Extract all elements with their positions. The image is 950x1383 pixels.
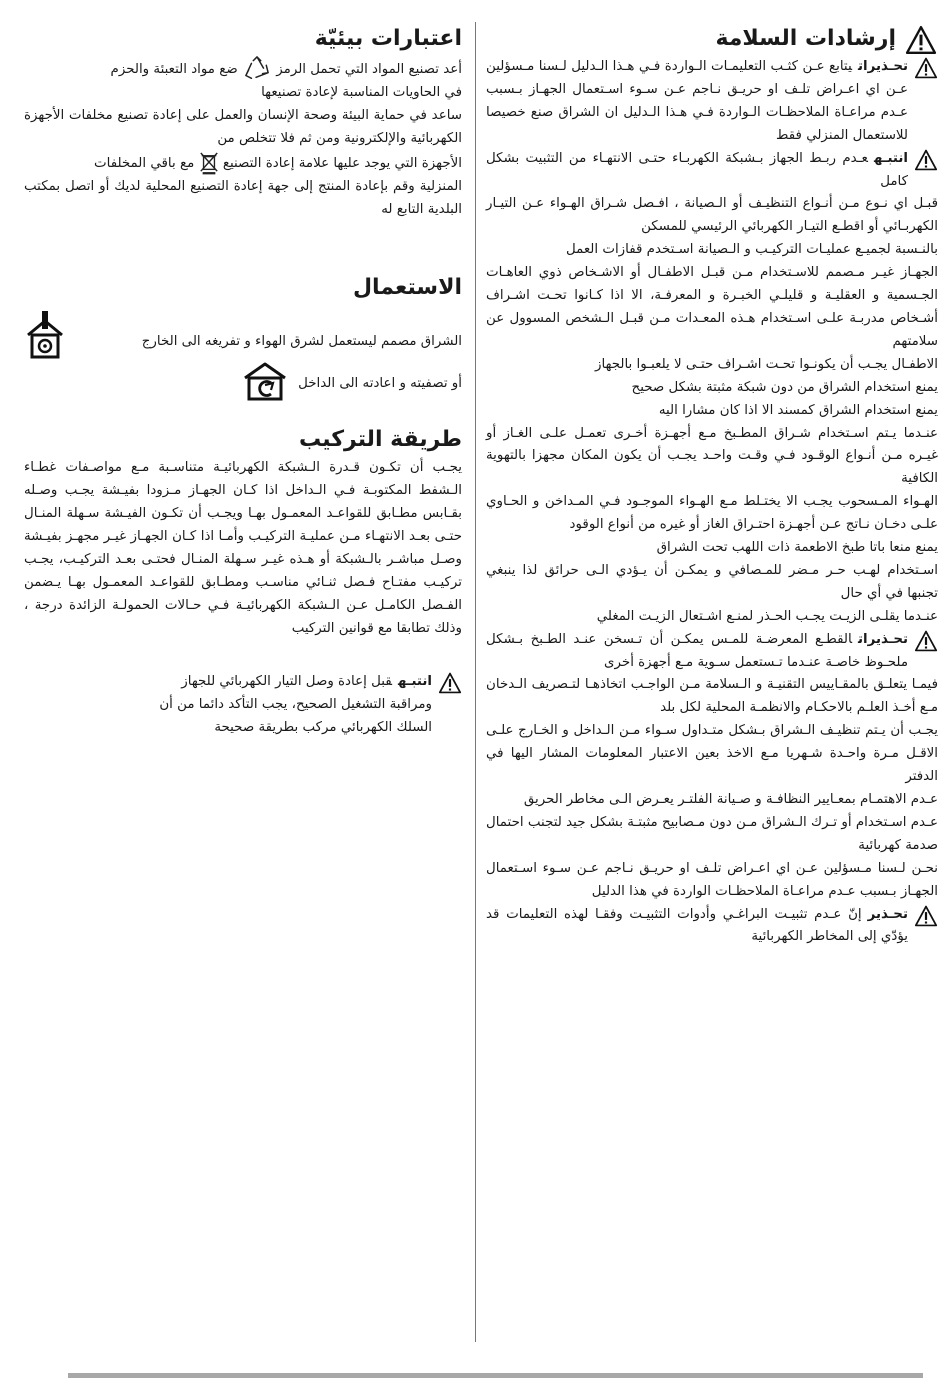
- safety-heading: [486, 22, 938, 56]
- safety-paragraph: يمنع استخدام الشراق كمسند الا اذا كان مشارا اليه: [658, 402, 938, 418]
- usage-extract-row: [24, 309, 462, 361]
- warning-text: إنّ عـدم تثبيـت البراغـي وأدوات التثبيـت وفقـا لهذه التعليمات قد يؤدّي إلى المخاطر الكهربائية: [486, 906, 908, 945]
- warning-label: تحـذيرات: [858, 59, 908, 74]
- ducted-extraction-icon: [24, 309, 66, 361]
- warning-text: القطـع المعرضـة للمـس يمكـن أن تـسخن عنـد الطـبخ بـشكل ملحـوظ خاصـة عنـدما تـستعمل سـوية مـع أجهزة أخرى: [486, 631, 908, 670]
- environment-title: اعتبارات بيئيّة: [314, 26, 462, 51]
- installation-title: طريقة التركيب: [298, 427, 462, 453]
- warning-triangle-icon: [914, 630, 938, 652]
- warning-block-4: [486, 904, 938, 950]
- warning-block-1: [486, 56, 938, 148]
- crossed-bin-icon: [199, 151, 219, 175]
- installation-warning: [24, 671, 462, 740]
- safety-paragraph: عـدم الاهتمـام بمعـايير النظافـة و صـيانة الفلتـر يعـرض الـى مخاطر الحريق: [523, 792, 938, 807]
- safety-column: [486, 22, 938, 949]
- warning-block-3: [486, 629, 938, 675]
- warning-triangle-icon: [914, 905, 938, 927]
- safety-paragraph: قبـل اي نـوع مـن أنـواع التنظيـف أو الـصيانة ، افـصل شـراق الهـواء عـن التيـار الكهربـائي أو اقطـع التيـار الكهربائي الرئيسي للمسكن: [486, 196, 938, 235]
- usage-line-1: الشراق مصمم ليستعمل لشرق الهواء و تفريغه الى الخارج: [141, 333, 462, 349]
- installation-text: يجـب أن تكـون قـدرة الـشبكة الكهربائيـة متناسـبة مـع مواصـفات غطـاء الـشفط المكتوبـة فـي الـداخل اذا كـان الجهـاز مـزودا بفيـشة يجـب وصـله بقـابس مطـابق للقواعـد المعمـول بهـا ويجـب أن تكـون الفيـشة سـهلة المنـال حتـى بعـد الانتهـاء مـن عمليـة التركيـب وأمـا اذا كـان الجهـاز غيـر مجهـز بفيـشة وصـل مباشـر بالـشبكة أو هـذه غيـر سـهلة المنـال فحتـى بعـد التركيـب، يجـب تركيـب مفتـاح فـصل ثنـائي مناسـب ومطـابق للقواعـد المعمـول بهـا يـضمن الفـصل الكامـل عـن الـشبكة الكهربائيـة فـي حـالات الحمولـة الزائدة درجة ، وذلك تطابقا مع قوانين التركيب: [24, 460, 462, 636]
- column-divider: [475, 22, 476, 1342]
- attention-label: انتبـه: [398, 673, 432, 689]
- safety-paragraph: اسـتخدام لهـب حـر مـضر للمـصافي و يمكـن أن يـؤدي الـى حرائق لذا ينبغي تجنبها في أي حال: [486, 562, 938, 601]
- warning-text: يتابع عـن كثـب التعليمـات الـواردة فـي هـذا الـدليل لـسنا مـسؤلين عـن اي اعـراض تلـف او حريـق نـاجم عـن سـوء اسـتعمال الجهـاز بـسبب عـدم مراعـاة الملاحظـات الـواردة فـي هـذا الـدليل ان الشراق صنع خصيصا للاستعمال المنزلي فقط: [486, 59, 908, 143]
- attention-text: قبل إعادة وصل التيار الكهربائي للجهاز ومراقبة التشغيل الصحيح، يجب التأكد دائما من أن السلك الكهربائي مركب بطريقة صحيحة: [159, 673, 432, 735]
- warning-triangle-icon: [914, 149, 938, 171]
- attention-text: عـدم ربـط الجهاز بـشبكة الكهربـاء حتـى الانتهـاء من التثبيت بشكل كامل: [486, 150, 908, 189]
- safety-paragraph: بالنـسبة لجميـع عمليـات التركيـب و الـصيانة اسـتخدم قفازات العمل: [565, 242, 938, 258]
- usage-line-2: أو تصفيته و اعادته الى الداخل: [298, 375, 462, 391]
- environment-line: أعد تصنيع المواد التي تحمل الرمز ضع مواد التعبئة والحزم: [24, 56, 462, 82]
- warning-triangle-icon: [914, 57, 938, 79]
- warning-label: تحـذير: [867, 906, 908, 922]
- warning-triangle-icon: [438, 672, 462, 694]
- warning-triangle-icon: [904, 25, 938, 55]
- safety-paragraph: عنـدما يقلـى الزيـت يجـب الحـذر لمنـع اشـتعال الزيـت المغلي: [596, 608, 938, 624]
- safety-paragraph: الهـواء المـسحوب يجـب الا يختـلط مـع الهـواء الموجـود فـي المـداخن و الحـاوي علـى دخـان نـاتج عـن أجهـزة احتـراق الغاز أو غيره من أنواع الوقود: [486, 494, 938, 533]
- warning-block-2: [486, 148, 938, 194]
- environment-line: الأجهزة التي يوجد عليها علامة إعادة التصنيع مع باقي المخلفات: [24, 151, 462, 176]
- safety-paragraph: نحـن لـسنا مـسؤلين عـن اي اعـراض تلـف او حريـق نـاجم عـن سـوء اسـتعمال الجهـاز بـسبب عـدم مراعـاة الملاحظـات الواردة في هذا الدليل: [486, 860, 938, 899]
- safety-paragraph: عنـدما يـتم اسـتخدام شـراق المطـبخ مـع أجهـزة أخـرى تعمـل علـى الغـاز أو غيـره مـن أنـواع الوقـود فـي وقـت واحـد يجـب أن يكون المكان مجهزا بالتهوية الكافية: [486, 425, 938, 487]
- safety-paragraph: يمنع منعا باتا طبخ الاطعمة ذات اللهب تحت الشراق: [656, 540, 938, 556]
- safety-paragraph: عـدم اسـتخدام أو تـرك الـشراق مـن دون مـصابيح مثبتـة بشكل جيد لتجنب احتمال صدمة كهربائية: [486, 814, 938, 853]
- safety-paragraph: يجـب أن يـتم تنظيـف الـشراق بـشكل متـداول سـواء مـن الـداخل و الخـارج علـى الاقـل مـرة واحـدة شـهريا مـع الاخذ بعين الاعتبار المعلومات المشار اليها في الدفتر: [486, 723, 938, 785]
- safety-paragraph: فيمـا يتعلـق بالمقـاييس التقنيـة و الـسلامة مـن الواجـب اتخاذهـا لتـصريف الـدخان مـع أخـذ العلـم بالاحكـام والانظمـة المحلية لكل بلد: [486, 677, 938, 716]
- safety-paragraph: يمنع استخدام الشراق من دون شبكة مثبتة بشكل صحيح: [631, 379, 938, 395]
- environment-line: في الحاويات المناسبة لإعادة تصنيعها: [261, 85, 462, 100]
- safety-paragraph: الاطفـال يجـب أن يكونـوا تحـت اشـراف حتـى لا يلعبـوا بالجهاز: [595, 356, 938, 372]
- environment-line: المنزلية وقم بإعادة المنتج إلى جهة إعادة التصنيع المحلية لديك أو اتصل بمكتب البلدية التابع له: [24, 178, 462, 217]
- usage-title: الاستعمال: [352, 275, 462, 301]
- safety-paragraph: الجهـاز غيـر مـصمم للاسـتخدام مـن قبـل الاطفـال أو الاشـخاص ذوي العاهـات الجـسمية و العقليـة و قليلـي الخبـرة و المعرفـة، الا اذا كـانوا تحـت اشـراف أشـخاص مدربـة علـى اسـتخدام هـذه المعـدات مـن قبـل الـشخص المسوول عن سلامتهم: [486, 265, 938, 349]
- footer-rule: [68, 1373, 923, 1378]
- safety-title: إرشادات السلامة: [715, 26, 896, 51]
- attention-label: انتبـه: [874, 150, 908, 166]
- left-column: [24, 22, 462, 739]
- recycle-icon: [242, 56, 272, 82]
- recirculation-icon: [242, 361, 288, 401]
- environment-line: ساعد في حماية البيئة وصحة الإنسان والعمل على إعادة تصنيع مخلفات الأجهزة الكهربائية والإلكترونية ومن ثم فلا تتخلص من: [24, 107, 462, 146]
- warning-label: تحـذيرات: [858, 631, 908, 647]
- usage-recirc-row: [24, 361, 462, 401]
